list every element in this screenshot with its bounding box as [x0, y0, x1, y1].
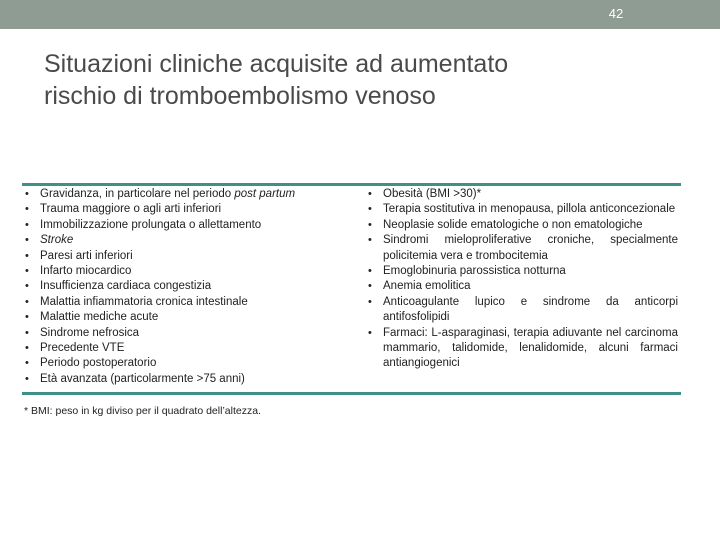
slide-title-line-1: Situazioni cliniche acquisite ad aumentato — [44, 50, 509, 78]
bullet-icon: • — [25, 357, 29, 370]
list-item — [22, 372, 342, 387]
list-item — [22, 356, 342, 371]
table-footnote: * BMI: peso in kg diviso per il quadrato dell’altezza. — [24, 405, 261, 417]
list-item — [22, 264, 342, 279]
bullet-icon: • — [368, 280, 372, 293]
list-item — [22, 326, 342, 341]
list-item-text: Insufficienza cardiaca congestizia — [40, 280, 212, 293]
list-item — [22, 310, 342, 325]
list-item — [365, 264, 678, 279]
list-item-text: Infarto miocardico — [40, 265, 132, 278]
slide-title — [44, 48, 694, 112]
bullet-icon: • — [368, 234, 372, 247]
list-item-text: Paresi arti inferiori — [40, 249, 133, 262]
list-item-text: Gravidanza, in particolare nel periodo — [40, 188, 235, 200]
table-top-rule — [22, 183, 681, 186]
bullet-icon: • — [368, 188, 372, 200]
list-item — [22, 249, 342, 264]
table-bottom-rule — [22, 392, 681, 395]
bullet-icon: • — [25, 372, 29, 385]
list-item-text: Malattie mediche acute — [40, 311, 159, 324]
right-column-list — [365, 187, 678, 372]
header-bar — [0, 0, 720, 29]
list-item-italic-text: Stroke — [40, 234, 74, 247]
list-item — [365, 279, 678, 294]
list-item-text: Immobilizzazione prolungata o allettamento — [40, 218, 262, 231]
bullet-icon: • — [25, 326, 29, 339]
list-item — [22, 187, 342, 202]
list-item-text: Periodo postoperatorio — [40, 357, 157, 370]
list-item — [22, 341, 342, 356]
list-item-italic-text: post partum — [234, 188, 296, 200]
bullet-icon: • — [368, 265, 372, 278]
list-item-text: Emoglobinuria parossistica notturna — [383, 265, 566, 278]
list-item-text: Malattia infiammatoria cronica intestinale — [40, 295, 248, 308]
list-item — [22, 233, 342, 248]
bullet-icon: • — [368, 203, 372, 216]
bullet-icon: • — [368, 326, 372, 339]
list-item — [22, 202, 342, 217]
list-item-text: Anticoagulante lupico e sindrome da anticorpi antifosfolipidi — [383, 295, 678, 324]
list-item — [365, 326, 678, 372]
list-item — [365, 202, 678, 217]
bullet-icon: • — [368, 295, 372, 308]
list-item — [22, 218, 342, 233]
slide-number: 42 — [608, 6, 624, 21]
list-item — [365, 233, 678, 264]
bullet-icon: • — [25, 188, 29, 200]
list-item-text: Precedente VTE — [40, 342, 125, 355]
list-item — [365, 295, 678, 326]
list-item-text: Sindromi mieloproliferative croniche, specialmente policitemia vera e trombocitemia — [383, 234, 678, 262]
bullet-icon: • — [25, 342, 29, 355]
list-item — [22, 295, 342, 310]
list-item — [22, 279, 342, 294]
list-item-text: Farmaci: L-asparaginasi, terapia adiuvante nel carcinoma mammario, talidomide, lenalidomide, alcuni farmaci antiangiogenici — [383, 326, 678, 370]
list-item-text: Età avanzata (particolarmente >75 anni) — [40, 372, 245, 385]
bullet-icon: • — [25, 234, 29, 247]
list-item-text: Obesità (BMI >30)* — [383, 188, 482, 200]
list-item-text: Terapia sostitutiva in menopausa, pillola anticoncezionale — [383, 203, 676, 216]
list-item-text: Sindrome nefrosica — [40, 326, 140, 339]
left-column-list — [22, 187, 342, 387]
bullet-icon: • — [25, 203, 29, 216]
bullet-icon: • — [25, 265, 29, 278]
list-item-text: Neoplasie solide ematologiche o non ematologiche — [383, 218, 643, 231]
clinical-conditions-table — [22, 183, 681, 398]
bullet-icon: • — [25, 249, 29, 262]
list-item — [365, 187, 678, 202]
list-item — [365, 218, 678, 233]
bullet-icon: • — [25, 311, 29, 324]
list-item-text: Trauma maggiore o agli arti inferiori — [40, 203, 222, 216]
bullet-icon: • — [25, 295, 29, 308]
list-item-text: Anemia emolitica — [383, 280, 471, 293]
bullet-icon: • — [25, 280, 29, 293]
bullet-icon: • — [25, 218, 29, 231]
bullet-icon: • — [368, 218, 372, 231]
slide-title-line-2: rischio di tromboembolismo venoso — [44, 82, 436, 110]
